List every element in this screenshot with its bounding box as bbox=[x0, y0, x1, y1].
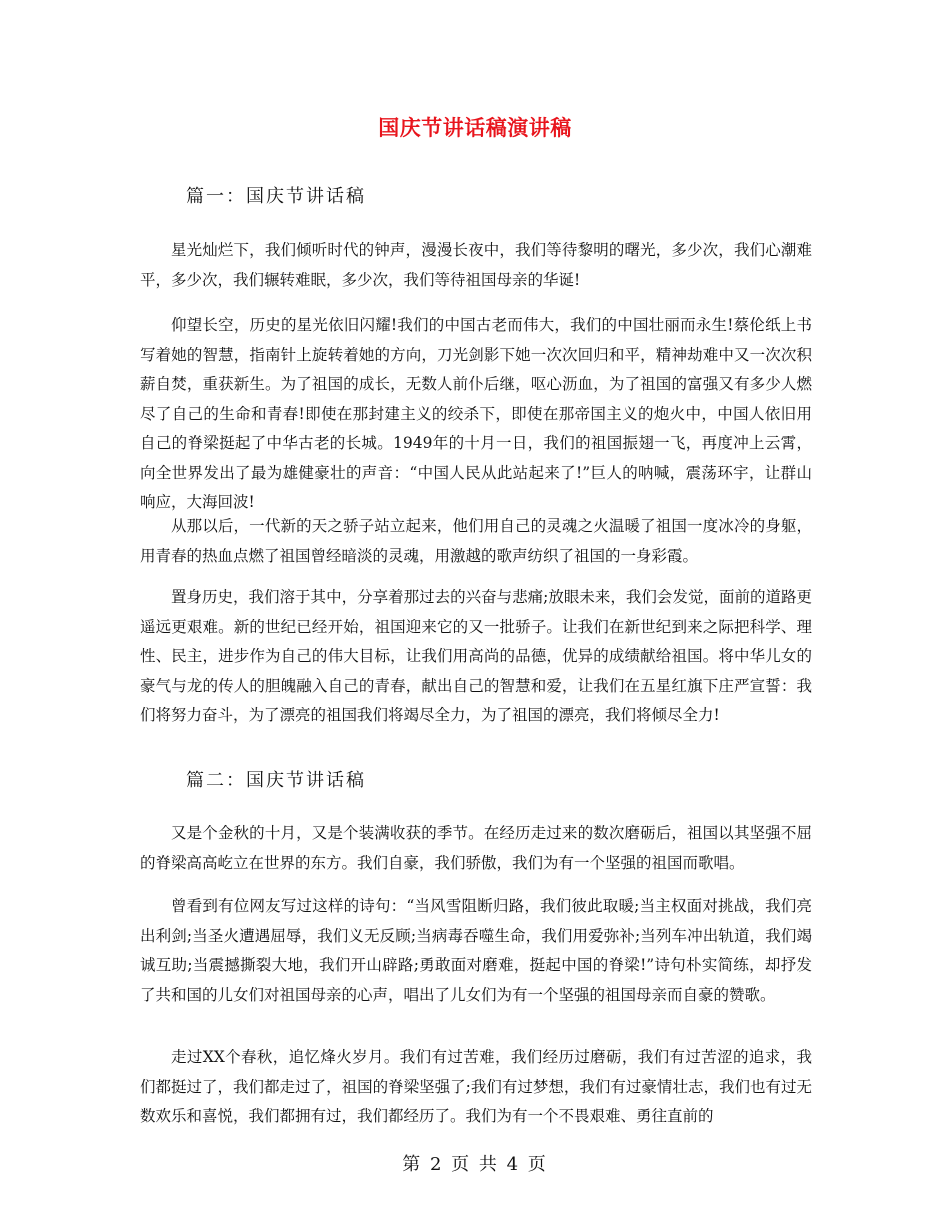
paragraph: 置身历史，我们溶于其中，分享着那过去的兴奋与悲痛;放眼未来，我们会发觉，面前的道路更遥远更艰难。新的世纪已经开始，祖国迎来它的又一批骄子。让我们在新世纪到来之际把科学、理性、民主，进步作为自己的伟大目标，让我们用高尚的品德，优异的成绩献给祖国。将中华儿女的豪气与龙的传人的胆魄融入自己的青春，献出自己的智慧和爱，让我们在五星红旗下庄严宣誓：我们将努力奋斗，为了漂亮的祖国我们将竭尽全力，为了祖国的漂亮，我们将倾尽全力! bbox=[140, 588, 812, 724]
paragraph: 走过XX个春秋，追忆烽火岁月。我们有过苦难，我们经历过磨砺，我们有过苦涩的追求，我们都挺过了，我们都走过了，祖国的脊梁坚强了;我们有过梦想，我们有过豪情壮志，我们也有过无数欢乐和喜悦，我们都拥有过，我们都经历了。我们为有一个不畏艰难、勇往直前的 bbox=[140, 1048, 812, 1125]
section-heading-1: 篇一：国庆节讲话稿 bbox=[186, 186, 366, 207]
paragraph: 从那以后，一代新的天之骄子站立起来，他们用自己的灵魂之火温暖了祖国一度冰冷的身躯，用青春的热血点燃了祖国曾经暗淡的灵魂，用激越的歌声纺织了祖国的一身彩霞。 bbox=[140, 517, 812, 565]
paragraph: 又是个金秋的十月，又是个装满收获的季节。在经历走过来的数次磨砺后，祖国以其坚强不屈的脊梁高高屹立在世界的东方。我们自豪，我们骄傲，我们为有一个坚强的祖国而歌唱。 bbox=[140, 824, 812, 872]
paragraph: 星光灿烂下，我们倾听时代的钟声，漫漫长夜中，我们等待黎明的曙光，多少次，我们心潮难平，多少次，我们辗转难眠，多少次，我们等待祖国母亲的华诞! bbox=[140, 241, 812, 289]
document-title: 国庆节讲话稿演讲稿 bbox=[378, 115, 572, 140]
page-footer: 第 2 页 共 4 页 bbox=[402, 1154, 548, 1175]
paragraph: 曾看到有位网友写过这样的诗句：“当风雪阻断归路，我们彼此取暖;当主权面对挑战，我们亮出利剑;当圣火遭遇屈辱，我们义无反顾;当病毒吞噬生命，我们用爱弥补;当列车冲出轨道，我们竭诚互助;当震撼撕裂大地，我们开山辟路;勇敢面对磨难，挺起中国的脊梁!”诗句朴实简练，却抒发了共和国的儿女们对祖国母亲的心声，唱出了儿女们为有一个坚强的祖国母亲而自豪的赞歌。 bbox=[140, 897, 812, 1004]
section-heading-2: 篇二：国庆节讲话稿 bbox=[186, 770, 366, 791]
paragraph: 仰望长空，历史的星光依旧闪耀!我们的中国古老而伟大，我们的中国壮丽而永生!蔡伦纸上书写着她的智慧，指南针上旋转着她的方向，刀光剑影下她一次次回归和平，精神劫难中又一次次积薪自焚，重获新生。为了祖国的成长，无数人前仆后继，呕心沥血，为了祖国的富强又有多少人燃尽了自己的生命和青春!即使在那封建主义的绞杀下，即使在那帝国主义的炮火中，中国人依旧用自己的脊梁挺起了中华古老的长城。1949年的十月一日，我们的祖国振翅一飞，再度冲上云霄，向全世界发出了最为雄健豪壮的声音：“中国人民从此站起来了!”巨人的呐喊，震荡环宇，让群山响应，大海回波! bbox=[140, 316, 812, 511]
